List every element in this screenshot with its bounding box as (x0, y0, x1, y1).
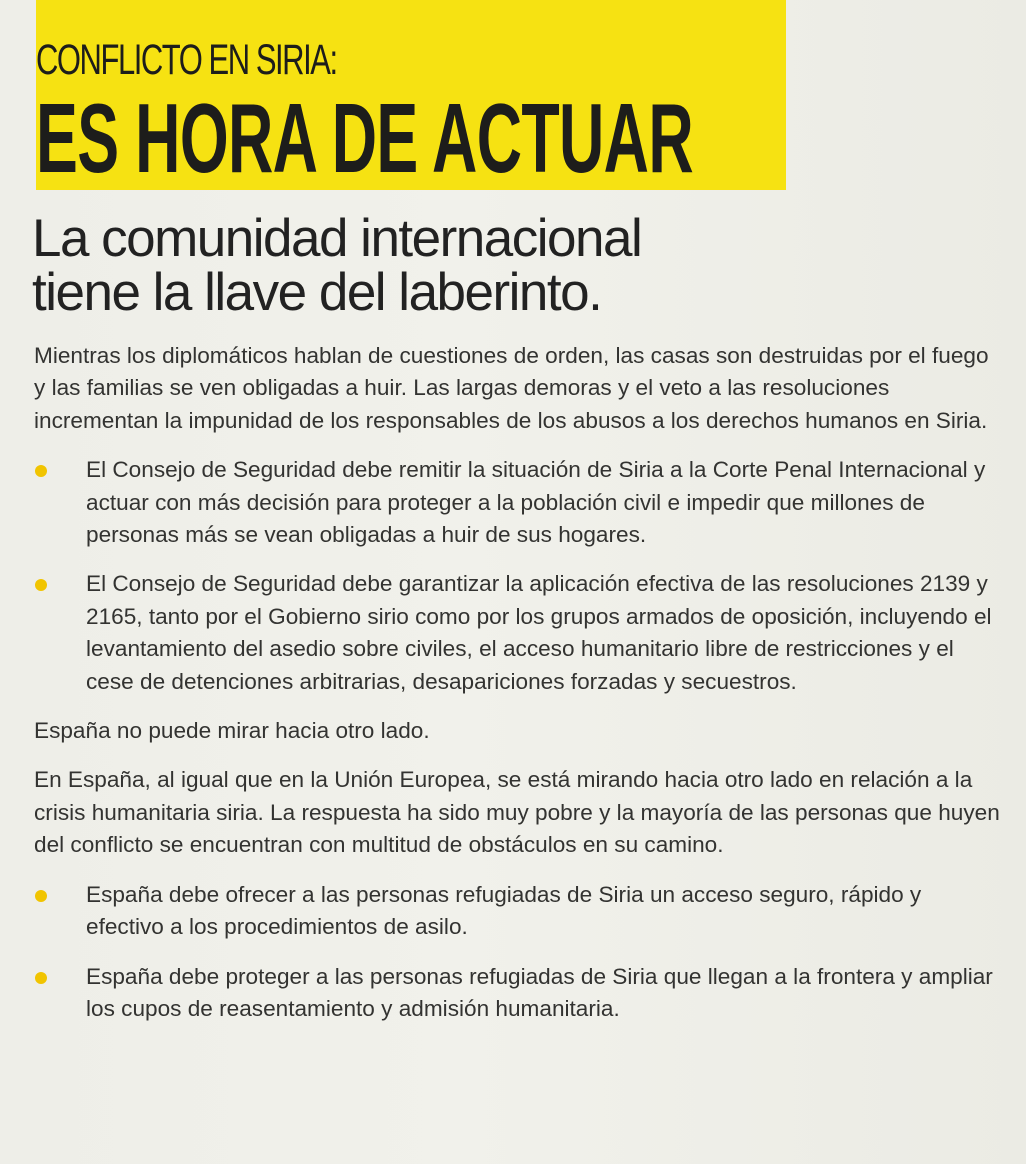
bullet-text: El Consejo de Seguridad debe remitir la situación de Siria a la Corte Penal Internacional y actuar con más decisión para proteger a la población civil e impedir que millones de personas más se vean obligadas a huir de sus hogares. (86, 457, 986, 548)
subtitle-line-1: La comunidad internacional (32, 209, 642, 268)
list-item (34, 961, 1004, 1026)
bullet-text: El Consejo de Seguridad debe garantizar la aplicación efectiva de las resoluciones 2139 y 2165, tanto por el Gobierno sirio como por los grupos armados de oposición, incluyendo el levantamiento del asedio sobre civiles, el acceso humanitario libre de restricciones y el cese de detenciones arbitrarias, desapariciones forzadas y secuestros. (86, 571, 992, 694)
spain-bullet-list (34, 879, 1004, 1026)
subtitle-line-2: tiene la llave del laberinto. (32, 263, 602, 322)
bullet-icon (35, 890, 47, 902)
bullet-icon (35, 579, 47, 591)
intro-paragraph: Mientras los diplomáticos hablan de cuestiones de orden, las casas son destruidas por el fuego y las familias se ven obligadas a huir. Las largas demoras y el veto a las resoluciones incrementan la impunidad de los responsables de los abusos a los derechos humanos en Siria. (34, 343, 989, 433)
main-headline: ES HORA DE ACTUAR (36, 83, 693, 193)
list-item (34, 454, 1004, 551)
bullet-icon (35, 972, 47, 984)
body-content (34, 340, 1004, 1042)
spain-paragraph: En España, al igual que en la Unión Europea, se está mirando hacia otro lado en relación a la crisis humanitaria siria. La respuesta ha sido muy pobre y la mayoría de las personas que huyen del conflicto se encuentran con multitud de obstáculos en su camino. (34, 767, 1000, 858)
subtitle (32, 209, 992, 322)
bullet-icon (35, 465, 47, 477)
security-council-bullet-list (34, 454, 1004, 698)
list-item (34, 568, 1004, 698)
bullet-text: España debe ofrecer a las personas refugiadas de Siria un acceso seguro, rápido y efectivo a los procedimientos de asilo. (86, 881, 922, 940)
kicker-title: CONFLICTO EN SIRIA: (36, 36, 337, 84)
list-item (34, 879, 1004, 944)
section-heading: España no puede mirar hacia otro lado. (34, 718, 430, 744)
bullet-text: España debe proteger a las personas refugiadas de Siria que llegan a la frontera y ampliar los cupos de reasentamiento y admisión humanitaria. (86, 963, 993, 1021)
